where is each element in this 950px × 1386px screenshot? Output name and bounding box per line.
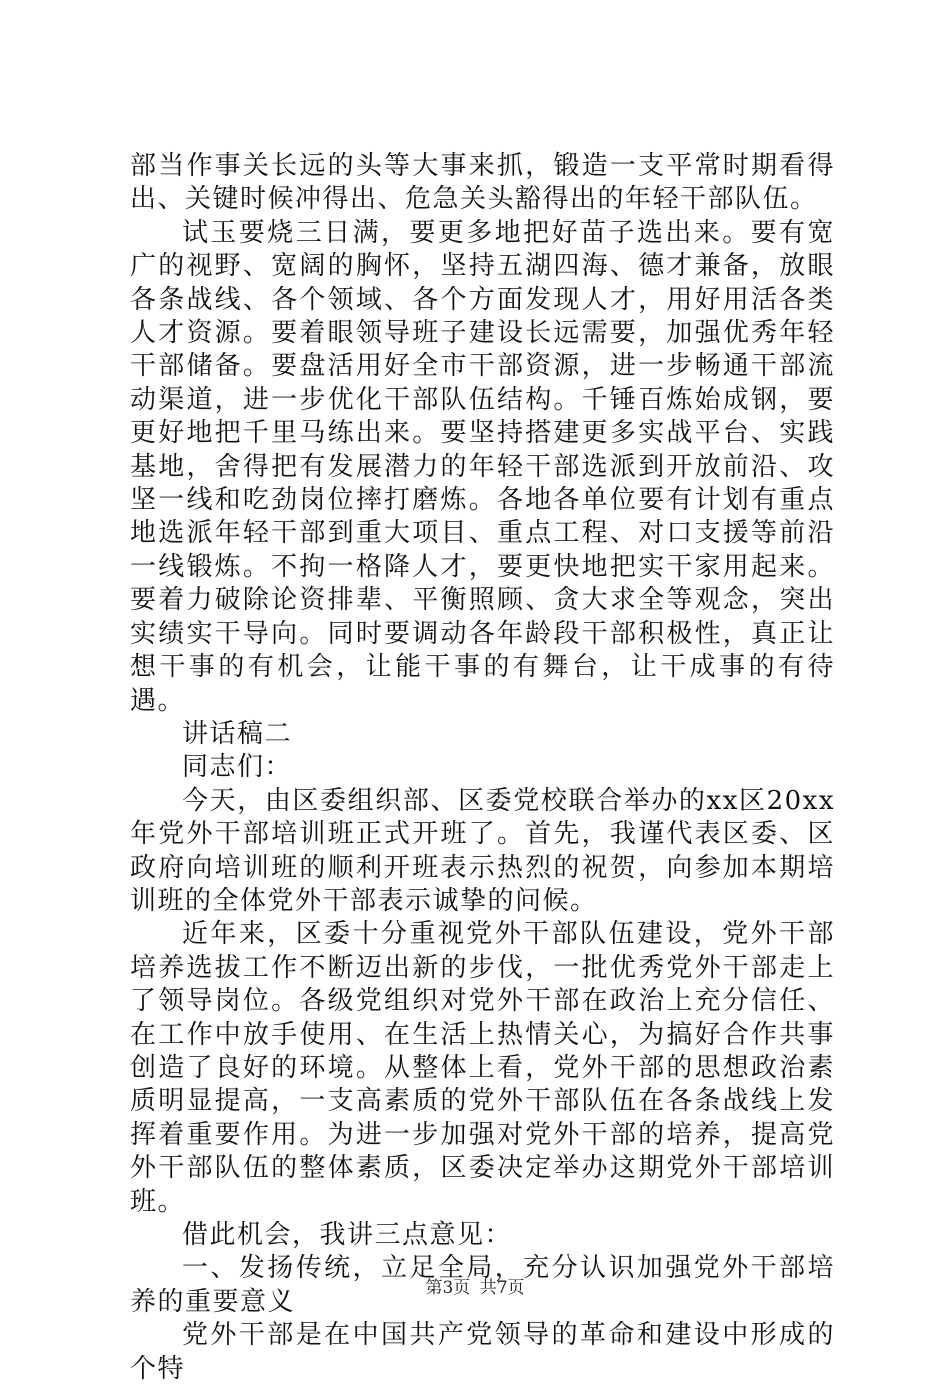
paragraph-point-one: 党外干部是在中国共产党领导的革命和建设中形成的个特 (130, 1320, 835, 1384)
document-body (130, 150, 835, 1386)
page-number: 第3页 (425, 1278, 471, 1298)
paragraph-opening: 今天，由区委组织部、区委党校联合举办的xx区20xx年党外干部培训班正式开班了。首先，我谨代表区委、区政府向培训班的顺利开班表示热烈的祝贺，向参加本期培训班的全体党外干部表示诚挚的问候。 (130, 785, 835, 916)
salutation: 同志们： (182, 752, 293, 783)
paragraph-three-points: 借此机会，我讲三点意见： (182, 1220, 513, 1250)
section-heading-speech-two: 讲话稿二 (182, 718, 293, 749)
page-footer (0, 1273, 950, 1298)
point-one-heading: 一、发扬传统，立足全局，充分认识加强党外干部培养的重要意义 (130, 1253, 835, 1317)
paragraph-recent-years: 近年来，区委十分重视党外干部队伍建设，党外干部培养选拔工作不断迈出新的步伐，一批优秀党外干部走上了领导岗位。各级党组织对党外干部在政治上充分信任、在工作中放手使用、在生活上热情关心，为搞好合作共事创造了良好的环境。从整体上看，党外干部的思想政治素质明显提高，一支高素质的党外干部队伍在各条战线上发挥着重要作用。为进一步加强对党外干部的培养，提高党外干部队伍的整体素质，区委决定举办这期党外干部培训班。 (130, 919, 835, 1217)
paragraph-continuation: 部当作事关长远的头等大事来抓，锻造一支平常时期看得出、关键时候冲得出、危急关头豁得出的年轻干部队伍。 (130, 151, 835, 215)
paragraph-talent-selection: 试玉要烧三日满，要更多地把好苗子选出来。要有宽广的视野、宽阔的胸怀，坚持五湖四海、德才兼备，放眼各条战线、各个领域、各个方面发现人才，用好用活各类人才资源。要着眼领导班子建设长远需要，加强优秀年轻干部储备。要盘活用好全市干部资源，进一步畅通干部流动渠道，进一步优化干部队伍结构。千锤百炼始成钢，要更好地把千里马练出来。要坚持搭建更多实战平台、实践基地，舍得把有发展潜力的年轻干部选派到开放前沿、攻坚一线和吃劲岗位摔打磨炼。各地各单位要有计划有重点地选派年轻干部到重大项目、重点工程、对口支援等前沿一线锻炼。不拘一格降人才，要更快地把实干家用起来。要着力破除论资排辈、平衡照顾、贪大求全等观念，突出实绩实干导向。同时要调动各年龄段干部积极性，真正让想干事的有机会，让能干事的有舞台，让干成事的有待遇。 (130, 217, 835, 716)
page-total: 共7页 (479, 1278, 525, 1298)
